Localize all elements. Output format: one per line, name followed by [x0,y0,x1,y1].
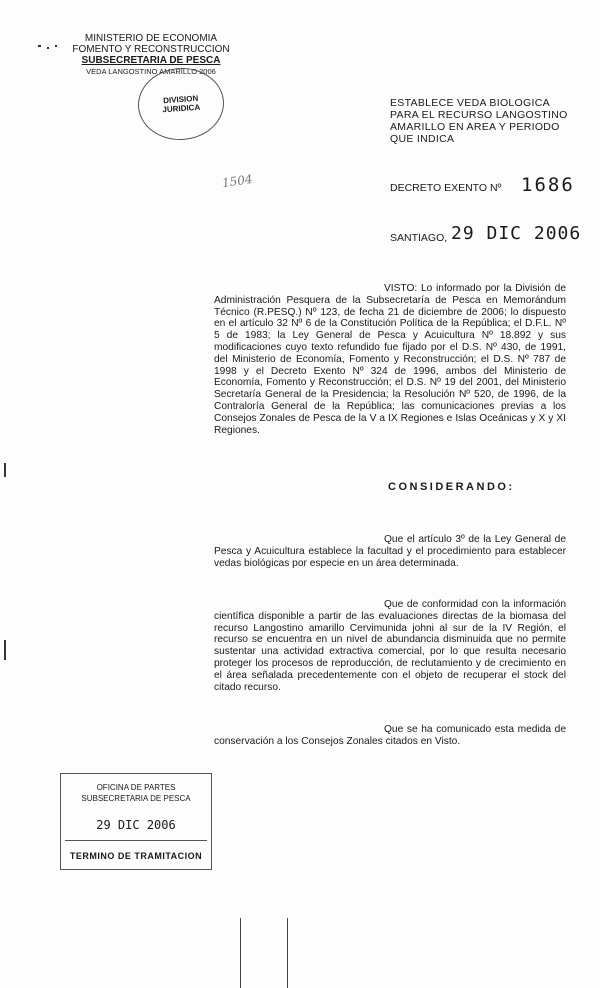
decree-title: ESTABLECE VEDA BIOLOGICA PARA EL RECURSO LANGOSTINO AMARILLO EN AREA Y PERIODO QUE INDICA [390,97,568,145]
stamp-office: OFICINA DE PARTES [96,783,176,792]
scan-speck [47,47,49,49]
considerando-2 [214,599,566,693]
scan-speck [4,463,6,477]
considerando-1 [214,534,566,569]
ministry-line-2: FOMENTO Y RECONSTRUCCION [72,44,230,55]
considerando-3-text: Que se ha comunicado esta medida de conservación a los Consejos Zonales citados en Visto. [214,724,566,747]
margin-mark [287,918,288,988]
visto-paragraph [214,283,566,436]
seal-line-2: JURIDICA [162,102,201,115]
stamp-date: 29 DIC 2006 [96,818,176,832]
decree-label: DECRETO EXENTO Nº [390,182,502,194]
seal-line-1: DIVISION [162,93,199,106]
considerando-heading: CONSIDERANDO: [388,481,515,493]
stamp-divider [65,840,207,841]
scan-speck [55,45,57,47]
ministry-line-1: MINISTERIO DE ECONOMIA [84,33,218,44]
ministry-header [66,33,236,77]
considerando-2-text: Que de conformidad con la información científica disponible a partir de las evaluaciones directas de la biomasa del recurso Langostino amarillo Cervimunida johni al sur de la IV Región, el recurso se encuentra en un nivel de abundancia disminuida que no permite sustentar una actividad extractiva comercial, por lo que resulta necesario proteger los procesos de reproducción, de reclutamiento y de crecimiento en el área señalada precedentemente con el objeto de recuperar el stock del citado recurso. [214,599,566,693]
city-label: SANTIAGO, [390,232,448,244]
handwritten-note: 1504 [221,171,254,191]
stamp-subsecretaria: SUBSECRETARIA DE PESCA [81,794,191,803]
considerando-1-text: Que el artículo 3º de la Ley General de Pesca y Acuicultura establece la facultad y el procedimiento para establecer vedas biológicas por especie en un área determinada. [214,534,566,569]
subsecretaria-line: SUBSECRETARIA DE PESCA [81,55,221,66]
decree-date-stamp: 29 DIC 2006 [451,223,582,244]
reference-line: VEDA LANGOSTINO AMARILLO 2006 [86,67,216,76]
reception-stamp [60,773,212,870]
visto-text: VISTO: Lo informado por la División de Administración Pesquera de la Subsecretaría de Pesca en Memorándum Técnico (R.PESQ.) Nº 123, de fecha 21 de diciembre de 2006; lo dispuesto en el artículo 32 Nº 6 de la Constitución Política de la República; el D.F.L. Nº 5 de 1983; la Ley General de Pesca y Acuicultura Nº 18.892 y sus modificaciones cuyo texto refundido fue fijado por el D.S. Nº 430, de 1991, del Ministerio de Economía, Fomento y Reconstrucción; el D.S. Nº 787 de 1998 y el Decreto Exento Nº 324 de 1996, ambos del Ministerio de Economía, Fomento y Reconstrucción; el D.S. Nº 19 del 2001, del Ministerio Secretaría General de la Presidencia; la Resolución Nº 520, de 1996, de la Contraloría General de la República; las comunicaciones previas a los Consejos Zonales de Pesca de la V a IX Regiones e Islas Oceánicas y X y XI Regiones. [214,283,566,436]
margin-mark [240,918,241,988]
decree-number: 1686 [521,174,575,196]
scan-speck [38,45,41,47]
considerando-3 [214,724,566,748]
scan-speck [4,640,6,660]
stamp-footer: TERMINO DE TRAMITACION [69,851,203,861]
